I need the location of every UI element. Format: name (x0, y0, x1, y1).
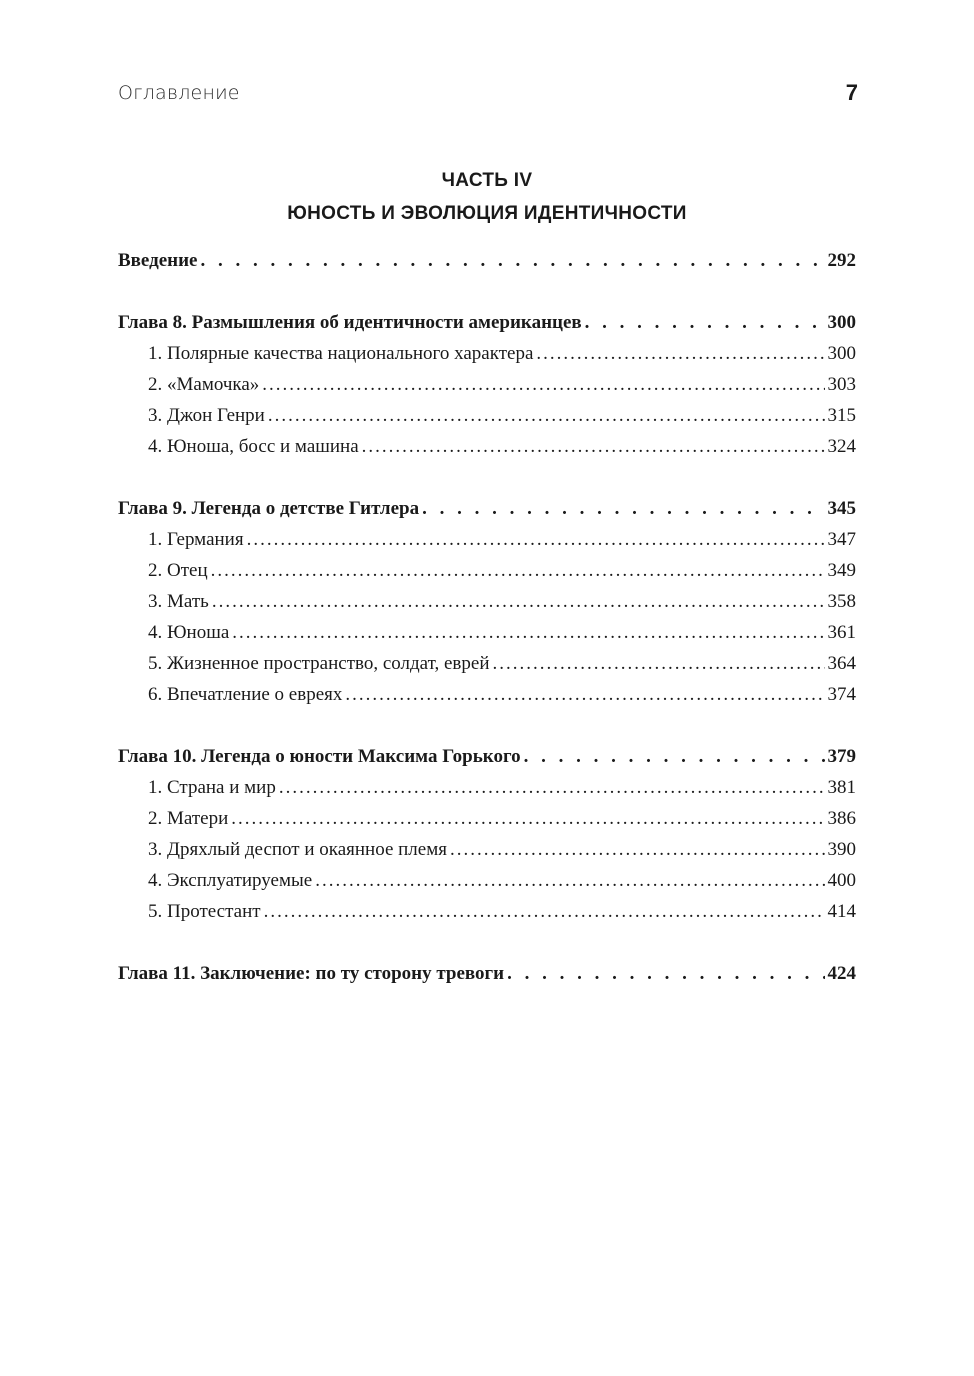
toc-entry-chapter-10 (118, 746, 856, 777)
toc-section-title: 2. «Мамочка» (148, 374, 260, 395)
toc-section-page: 386 (827, 808, 856, 829)
toc-entry-title: Глава 9. Легенда о детстве Гитлера (118, 498, 420, 519)
toc-section-page: 303 (827, 374, 856, 395)
toc-section-page: 381 (827, 777, 856, 798)
toc-entry-page: 345 (827, 498, 856, 519)
dot-leader (212, 591, 825, 613)
dot-leader (231, 808, 824, 830)
toc-entry-title: Введение (118, 250, 198, 271)
toc-section-title: 3. Мать (148, 591, 209, 612)
toc-section (118, 684, 856, 715)
toc-section (118, 653, 856, 684)
dot-leader (422, 498, 824, 520)
dot-leader (362, 436, 825, 458)
toc-section-page: 349 (827, 560, 856, 581)
toc-section (118, 436, 856, 467)
dot-leader (585, 312, 825, 334)
toc-section-title: 1. Полярные качества национального характера (148, 343, 534, 364)
toc-section (118, 901, 856, 932)
toc-entry-page: 379 (827, 746, 856, 767)
toc-section-title: 6. Впечатление о евреях (148, 684, 343, 705)
toc-section (118, 591, 856, 622)
toc-entry-chapter-8 (118, 312, 856, 343)
dot-leader (264, 901, 825, 923)
toc-section-title: 3. Дряхлый деспот и окаянное племя (148, 839, 447, 860)
dot-leader (247, 529, 825, 551)
toc-section (118, 560, 856, 591)
toc-section-page: 361 (827, 622, 856, 643)
toc-section-page: 390 (827, 839, 856, 860)
toc-section-title: 1. Германия (148, 529, 244, 550)
toc-entry-title: Глава 10. Легенда о юности Максима Горького (118, 746, 521, 767)
toc-section-title: 5. Протестант (148, 901, 261, 922)
toc-section-title: 4. Юноша, босс и машина (148, 436, 359, 457)
toc-section (118, 529, 856, 560)
toc-section-title: 2. Матери (148, 808, 229, 829)
dot-leader (315, 870, 824, 892)
toc-entry-title: Глава 8. Размышления об идентичности американцев (118, 312, 582, 333)
dot-leader (211, 560, 825, 582)
toc-section-page: 374 (827, 684, 856, 705)
toc-section (118, 405, 856, 436)
dot-leader (536, 343, 824, 365)
toc-section-title: 4. Эксплуатируемые (148, 870, 313, 891)
toc-section-title: 5. Жизненное пространство, солдат, еврей (148, 653, 490, 674)
toc-section (118, 777, 856, 808)
toc-section-page: 400 (827, 870, 856, 891)
toc-section (118, 622, 856, 653)
toc-entry-chapter-11 (118, 963, 856, 994)
toc-entry-page: 292 (827, 250, 856, 271)
dot-leader (201, 250, 825, 272)
dot-leader (262, 374, 824, 396)
dot-leader (493, 653, 825, 675)
running-header-title: Оглавление (118, 82, 240, 104)
dot-leader (268, 405, 825, 427)
toc-section (118, 808, 856, 839)
dot-leader (232, 622, 824, 644)
page-number: 7 (845, 80, 858, 105)
table-of-contents (118, 250, 856, 994)
dot-leader (507, 963, 824, 985)
toc-section-title: 2. Отец (148, 560, 208, 581)
toc-entry-page: 424 (827, 963, 856, 984)
toc-section (118, 374, 856, 405)
dot-leader (345, 684, 824, 706)
toc-section-page: 315 (827, 405, 856, 426)
toc-section-title: 1. Страна и мир (148, 777, 276, 798)
toc-section-page: 324 (827, 436, 856, 457)
toc-section-page: 358 (827, 591, 856, 612)
toc-entry-introduction (118, 250, 856, 281)
toc-section-page: 347 (827, 529, 856, 550)
part-label: ЧАСТЬ IV (441, 170, 533, 191)
toc-section (118, 839, 856, 870)
toc-section-title: 4. Юноша (148, 622, 230, 643)
toc-entry-page: 300 (827, 312, 856, 333)
dot-leader (524, 746, 825, 768)
toc-entry-chapter-9 (118, 498, 856, 529)
dot-leader (279, 777, 825, 799)
dot-leader (450, 839, 825, 861)
toc-section (118, 343, 856, 374)
toc-entry-title: Глава 11. Заключение: по ту сторону тревоги (118, 963, 505, 984)
toc-section (118, 870, 856, 901)
toc-section-page: 414 (827, 901, 856, 922)
part-title: ЮНОСТЬ И ЭВОЛЮЦИЯ ИДЕНТИЧНОСТИ (287, 203, 687, 224)
toc-section-page: 364 (827, 653, 856, 674)
toc-section-title: 3. Джон Генри (148, 405, 265, 426)
toc-section-page: 300 (827, 343, 856, 364)
